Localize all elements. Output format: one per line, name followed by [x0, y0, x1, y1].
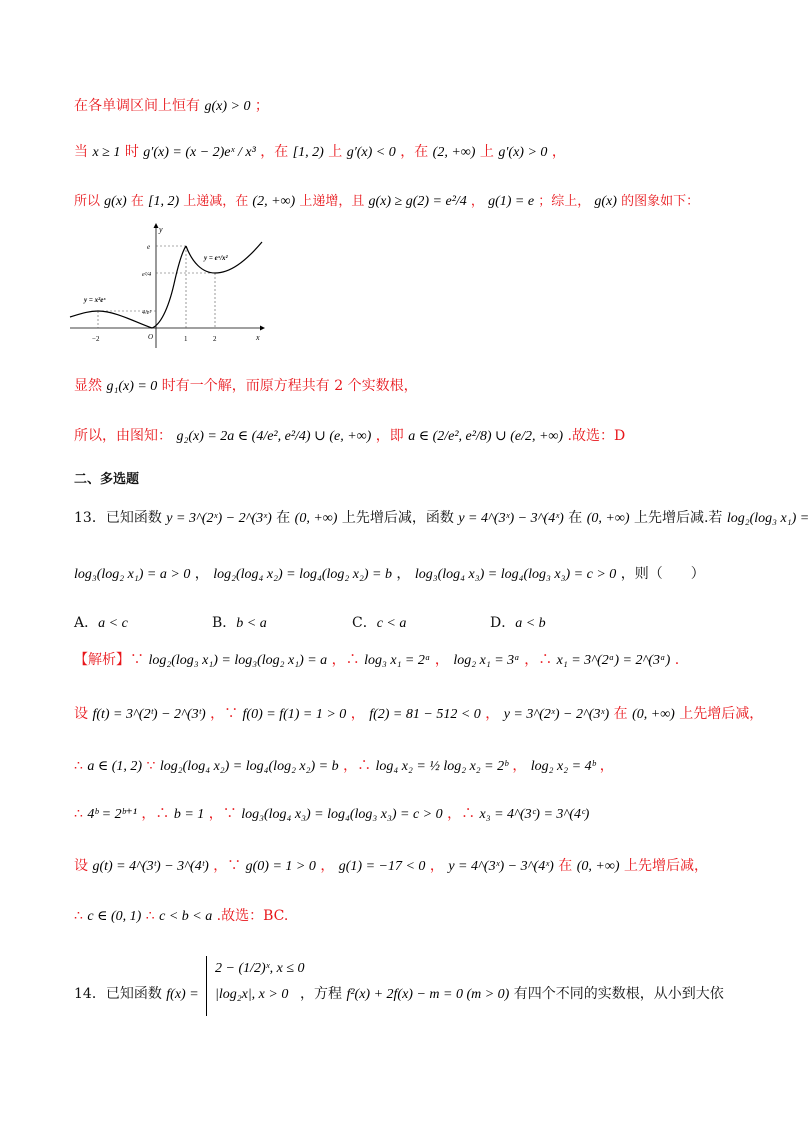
- text: 上: [479, 144, 494, 160]
- text: ，∴: [141, 806, 170, 822]
- text: ，: [350, 706, 365, 722]
- solution-line-3: [74, 756, 614, 777]
- text: ，: [470, 194, 484, 209]
- formula: f(x) =: [166, 987, 199, 1002]
- formula: f(t) = 3^(2ᵗ) − 2^(3ᵗ): [92, 707, 206, 722]
- formula: (0, +∞): [294, 511, 338, 526]
- formula: c ∈ (0, 1): [87, 909, 142, 924]
- option-letter: D．: [490, 615, 516, 631]
- section-title: 二、多选题: [74, 472, 140, 487]
- analysis-tag: 【解析】∵: [74, 652, 144, 668]
- formula: log₂(log₄ x₂) = log₄(log₂ x₂) = b: [159, 759, 339, 774]
- solution-line-5: [74, 856, 708, 877]
- text: 上: [328, 144, 343, 160]
- text: ，方程: [300, 986, 342, 1002]
- formula: (0, +∞): [632, 707, 675, 722]
- y-axis-label: y: [159, 225, 163, 234]
- formula: g(x) > 0: [204, 99, 251, 114]
- formula: g₂(x) = 2a ∈ (4/e², e²/4) ∪ (e, +∞): [176, 429, 372, 444]
- text: ，: [396, 566, 411, 582]
- formula: f(2) = 81 − 512 < 0: [369, 707, 481, 722]
- formula: g(x) ≥ g(2) = e²/4: [368, 194, 467, 209]
- text: 上递增，且: [299, 194, 365, 209]
- formula: f²(x) + 2f(x) − m = 0 (m > 0): [346, 987, 510, 1002]
- formula: g(x): [594, 194, 617, 209]
- x-axis-arrow-icon: [260, 326, 265, 331]
- text: 上先增后减，: [623, 858, 708, 874]
- formula: log₃ x₁ = 2ᵃ: [364, 653, 431, 668]
- formula: [1, 2): [292, 145, 324, 160]
- formula: x₃ = 4^(3ᶜ) = 3^(4ᶜ): [479, 807, 590, 822]
- text: ，∴: [343, 758, 372, 774]
- piecewise-case-2: |log₂x|, x > 0: [215, 987, 289, 1002]
- formula: g₁(x) = 0: [106, 379, 158, 394]
- formula: a ∈ (2/e², e²/8) ∪ (e/2, +∞): [408, 429, 564, 444]
- answer-line-1: [74, 96, 269, 117]
- text: 设: [74, 858, 88, 874]
- text: 有四个不同的实数根，从小到大依: [513, 986, 724, 1002]
- text: 所以，由图知：: [74, 428, 172, 444]
- formula: f(0) = f(1) = 1 > 0: [242, 707, 347, 722]
- function-graph-figure: [70, 222, 265, 350]
- text: ；: [254, 98, 269, 114]
- text: 时: [124, 144, 139, 160]
- text: 在: [613, 706, 628, 722]
- question-number: 13．已知函数: [74, 510, 162, 526]
- formula: y = 3^(2ˣ) − 2^(3ˣ): [166, 511, 272, 526]
- tick-e: e: [147, 243, 151, 251]
- text: ∴: [74, 908, 83, 924]
- text: ，∵: [208, 806, 237, 822]
- text: ，即: [375, 428, 404, 444]
- formula: log₃(log₄ x₃) = log₄(log₃ x₃) = c > 0: [414, 567, 617, 582]
- text: ；综上，: [538, 194, 591, 209]
- text: .: [674, 652, 680, 668]
- text: 在: [558, 858, 573, 874]
- formula: log₂ x₂ = 4ᵇ: [530, 759, 596, 774]
- solution-line-6: [74, 906, 288, 927]
- text: 当: [74, 144, 88, 160]
- text: 时有一个解，而原方程共有 2 个实数根，: [161, 378, 418, 394]
- formula: (0, +∞): [586, 511, 630, 526]
- text: ，: [194, 566, 209, 582]
- option-b[interactable]: [212, 612, 267, 632]
- origin-label: O: [148, 333, 154, 341]
- option-letter: C．: [352, 615, 377, 631]
- text: ，在: [400, 144, 429, 160]
- formula: g′(x) < 0: [346, 145, 396, 160]
- text: .故选：BC.: [216, 908, 289, 924]
- text: ∴: [145, 908, 155, 924]
- option-d[interactable]: [490, 612, 546, 632]
- formula: [1, 2): [148, 194, 180, 209]
- question-number: 14．已知函数: [74, 986, 162, 1002]
- formula: 4ᵇ = 2ᵇ⁺¹: [87, 807, 137, 822]
- text: ，: [599, 758, 614, 774]
- formula: y = 4^(3ˣ) − 3^(4ˣ): [458, 511, 564, 526]
- q13-line-2: [74, 564, 705, 585]
- text: 的图象如下：: [621, 194, 700, 209]
- option-letter: A．: [74, 615, 99, 631]
- text: ，: [512, 758, 527, 774]
- formula: log₂(log₃ x₁) =: [726, 511, 809, 526]
- formula: y = 4^(3ˣ) − 3^(4ˣ): [448, 859, 554, 874]
- text: 所以: [74, 194, 101, 209]
- formula: y = 3^(2ˣ) − 2^(3ˣ): [503, 707, 610, 722]
- formula: (2, +∞): [252, 194, 296, 209]
- option-letter: B．: [212, 615, 237, 631]
- formula: (0, +∞): [576, 859, 620, 874]
- formula: log₃(log₄ x₃) = log₄(log₃ x₃) = c > 0: [241, 807, 443, 822]
- formula: g(0) = 1 > 0: [245, 859, 316, 874]
- formula: g′(x) > 0: [498, 145, 548, 160]
- q14-piecewise: [206, 956, 305, 1016]
- text: ，∵: [213, 858, 242, 874]
- text: ，∵: [210, 706, 239, 722]
- formula: g(x): [104, 194, 127, 209]
- text: ，∴: [331, 652, 360, 668]
- text: 在: [130, 194, 144, 209]
- formula: g(1) = e: [488, 194, 535, 209]
- option-c[interactable]: [352, 612, 406, 632]
- tick-2: 2: [213, 335, 217, 343]
- option-expr: a < b: [515, 616, 546, 631]
- curve-left: [70, 246, 186, 328]
- formula: b = 1: [173, 807, 205, 822]
- text: 上先增后减.若: [633, 510, 723, 526]
- formula: log₄ x₂ = ½ log₂ x₂ = 2ᵇ: [375, 759, 508, 774]
- solution-line-2: [74, 704, 763, 725]
- piecewise-case-1: 2 − (1/2)ˣ, x ≤ 0: [215, 961, 305, 976]
- text: ，: [551, 144, 566, 160]
- q14-line-1b: [300, 984, 724, 1005]
- text: ，: [320, 858, 335, 874]
- formula: log₂(log₃ x₁) = log₃(log₂ x₁) = a: [148, 653, 328, 668]
- formula: g′(x) = (x − 2)eˣ / x³: [143, 145, 256, 160]
- option-expr: a < c: [98, 616, 128, 631]
- text: 上先增后减，: [679, 706, 764, 722]
- text: ，: [434, 652, 449, 668]
- q13-line-1: [74, 508, 809, 529]
- text: 设: [74, 706, 88, 722]
- text: .故选：D: [567, 428, 626, 444]
- solution-line-4: [74, 804, 589, 825]
- formula: (2, +∞): [432, 145, 476, 160]
- tick-1: 1: [184, 335, 188, 343]
- option-expr: c < a: [376, 616, 407, 631]
- text: ，: [429, 858, 444, 874]
- text: 上先增后减，函数: [341, 510, 454, 526]
- text: ∵: [146, 758, 156, 774]
- formula: log₂(log₄ x₂) = log₄(log₂ x₂) = b: [213, 567, 392, 582]
- text: ，: [485, 706, 500, 722]
- x-axis-label: x: [256, 333, 260, 342]
- tick-e2-4: e²/4: [142, 272, 152, 278]
- q14-line-1: [74, 984, 199, 1005]
- option-expr: b < a: [236, 616, 267, 631]
- solution-line-1: [74, 650, 679, 671]
- tick-4-e2: 4/e²: [142, 310, 152, 316]
- formula: g(1) = −17 < 0: [338, 859, 426, 874]
- label-right-curve: y = eˣ/x²: [204, 254, 228, 262]
- y-axis-arrow-icon: [154, 223, 159, 228]
- text: 在: [276, 510, 291, 526]
- text: ∴: [74, 758, 83, 774]
- answer-line-2: [74, 142, 566, 163]
- formula: c < b < a: [159, 909, 213, 924]
- text: ∴: [74, 806, 83, 822]
- formula: log₂ x₁ = 3ᵃ: [453, 653, 520, 668]
- tick-neg2: −2: [92, 335, 100, 343]
- formula: x₁ = 3^(2ᵃ) = 2^(3ᵃ): [556, 653, 671, 668]
- text: 在各单调区间上恒有: [74, 98, 200, 114]
- formula: log₃(log₂ x₁) = a > 0: [74, 567, 191, 582]
- text: ，∴: [447, 806, 476, 822]
- text: 上递减，在: [183, 194, 249, 209]
- option-a[interactable]: [74, 612, 128, 632]
- answer-line-4: [74, 376, 418, 397]
- answer-line-3: [74, 192, 699, 212]
- formula: a ∈ (1, 2): [87, 759, 143, 774]
- label-left-curve: y = x²eˣ: [84, 296, 106, 304]
- answer-line-5: [74, 426, 625, 447]
- text: 显然: [74, 378, 102, 394]
- text: ，∴: [524, 652, 553, 668]
- text: 在: [568, 510, 583, 526]
- formula: x ≥ 1: [92, 145, 121, 160]
- text: ，则（ ）: [620, 566, 705, 582]
- formula: g(t) = 4^(3ᵗ) − 3^(4ᵗ): [92, 859, 209, 874]
- text: ，在: [260, 144, 289, 160]
